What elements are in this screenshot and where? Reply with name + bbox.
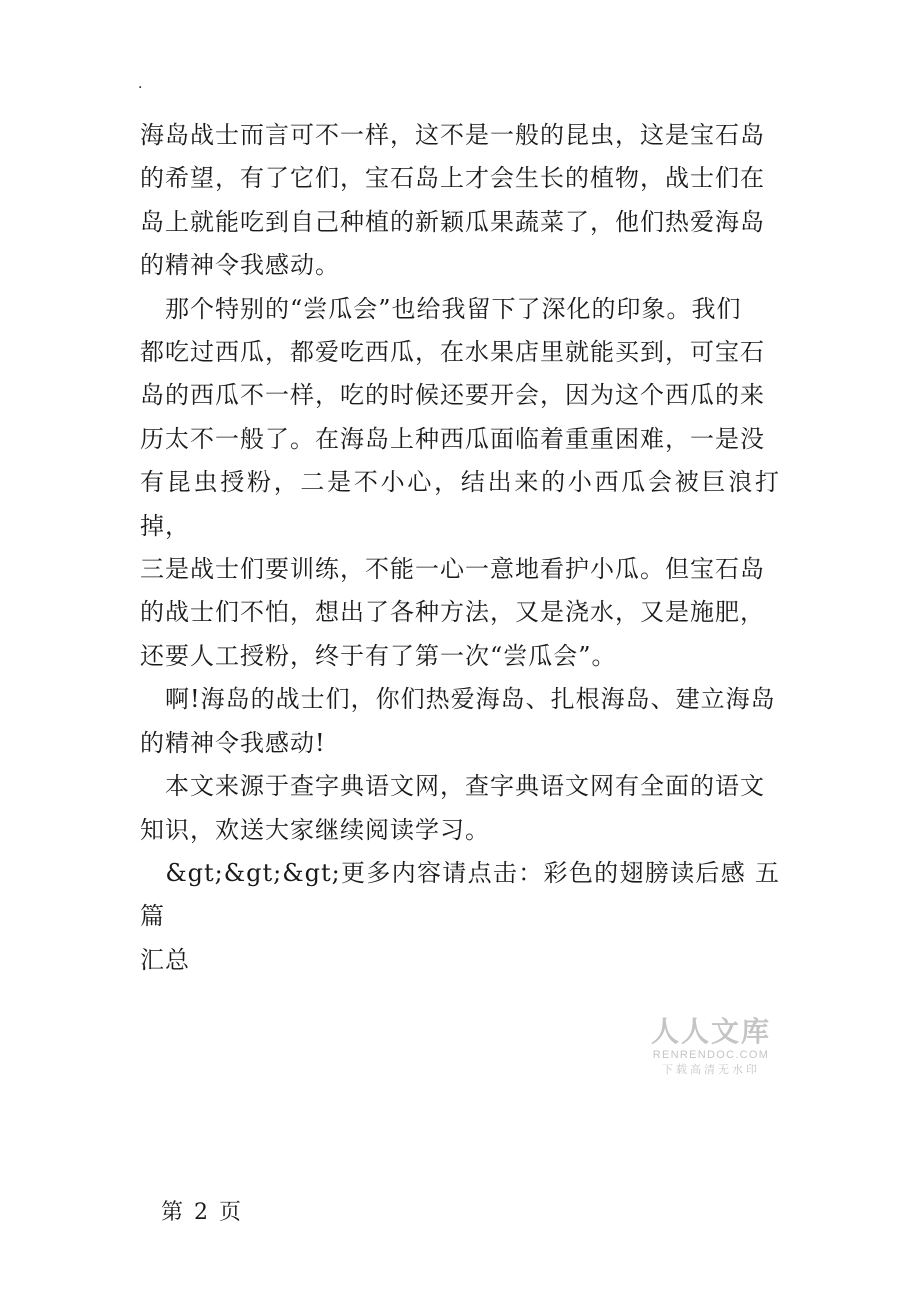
- paragraph-3: 啊!海岛的战士们，你们热爱海岛、扎根海岛、建立海岛 的精神令我感动!: [140, 685, 776, 757]
- paragraph-1: 海岛战士而言可不一样，这不是一般的昆虫，这是宝石岛 的希望，有了它们，宝石岛上才会生长的植物，战士们在 岛上就能吃到自己种植的新颖瓜果蔬菜了，他们热爱海岛 的精神令我感动。: [140, 121, 765, 280]
- paragraph-2: 那个特别的“尝瓜会”也给我留下了深化的印象。我们 都吃过西瓜，都爱吃西瓜，在水果店里就能买到，可宝石 岛的西瓜不一样，吃的时候还要开会，因为这个西瓜的来 历太不一般了。在海岛上种西瓜面临着重重困难，一是没 有昆虫授粉，二是不小心，结出来的小西瓜会被巨浪打掉， 三是战士们要训练，不能一心一意地看护小瓜。但宝石岛 的战士们不怕，想出了各种方法，又是浇水，又是施肥， 还要人工授粉，终于有了第一次“尝瓜会”。: [140, 294, 780, 670]
- body-text: [140, 114, 780, 982]
- watermark-url: RENRENDOC.COM: [652, 1049, 770, 1061]
- watermark-subtitle: 下载高清无水印: [662, 1063, 760, 1076]
- watermark-logo: [649, 1016, 773, 1078]
- watermark-title: 人人文库: [650, 1016, 771, 1047]
- header-mark: .: [138, 76, 143, 92]
- page-number: 第 2 页: [161, 1200, 243, 1225]
- paragraph-4: 本文来源于查字典语文网，查字典语文网有全面的语文 知识，欢送大家继续阅读学习。: [140, 772, 765, 844]
- paragraph-5-more-link[interactable]: &gt;&gt;&gt;更多内容请点击：彩色的翅膀读后感 五篇 汇总: [140, 858, 780, 974]
